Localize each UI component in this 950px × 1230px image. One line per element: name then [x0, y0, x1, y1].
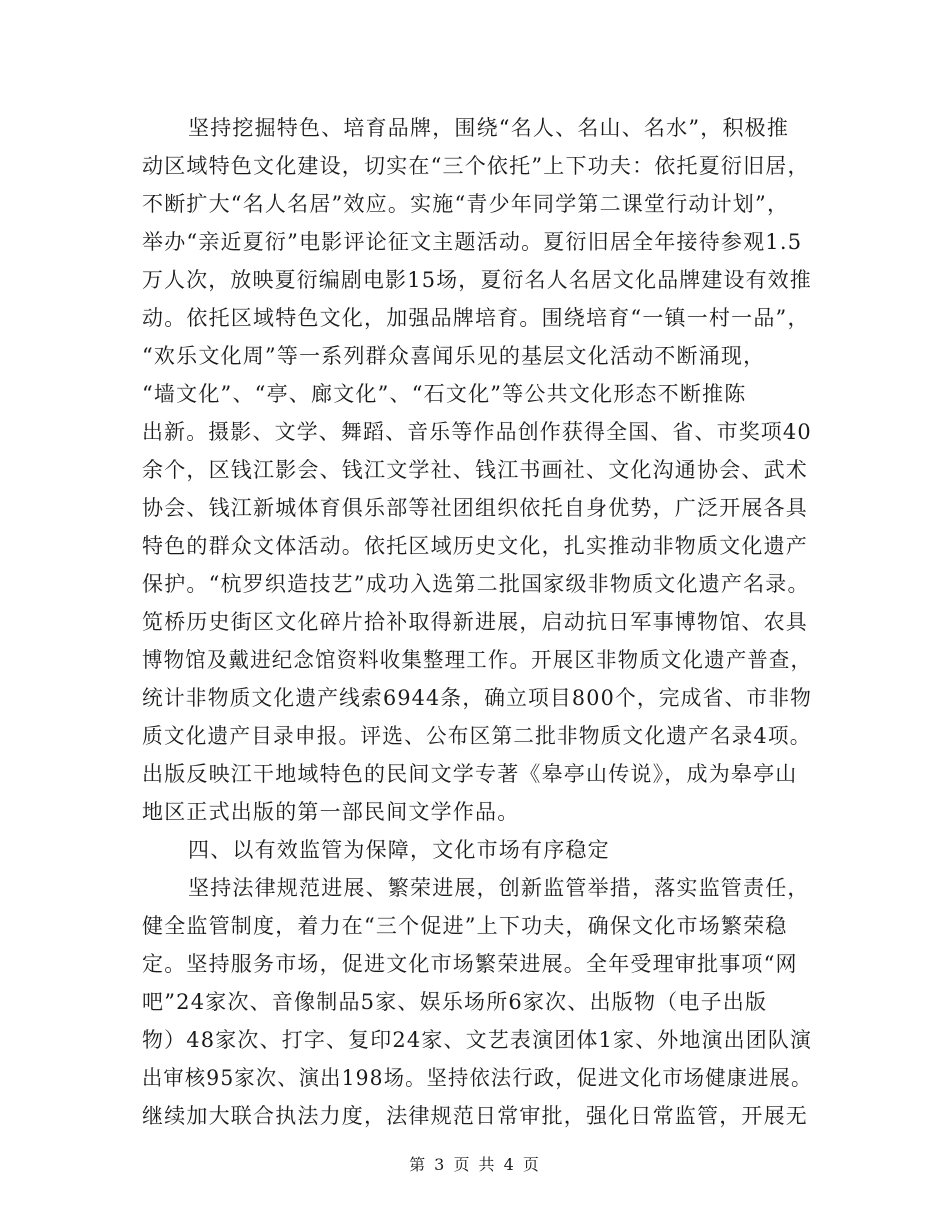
text-line-7: “欢乐文化周”等一系列群众喜闻乐见的基层文化活动不断涌现，	[142, 344, 766, 368]
text-line-27: 继续加大联合执法力度，法律规范日常审批，强化日常监管，开展无	[142, 1104, 808, 1128]
text-line-23: 定。坚持服务市场，促进文化市场繁荣进展。全年受理审批事项“网	[142, 952, 798, 976]
text-line-25: 物）48家次、打字、复印24家、文艺表演团体1家、外地演出团队演	[142, 1028, 813, 1052]
section-heading: 四、以有效监管为保障，文化市场有序稳定	[188, 838, 610, 862]
text-line-16: 统计非物质文化遗产线索6944条，确立项目800个，完成省、市非物	[142, 686, 813, 710]
text-line-13: 保护。“杭罗织造技艺”成功入选第二批国家级非物质文化遗产名录。	[142, 572, 810, 596]
text-line-5: 万人次，放映夏衍编剧电影15场，夏衍名人名居文化品牌建设有效推	[142, 268, 812, 292]
text-line-9: 出新。摄影、文学、舞蹈、音乐等作品创作获得全国、省、市奖项40	[142, 420, 812, 444]
text-line-12: 特色的群众文体活动。依托区域历史文化，扎实推动非物质文化遗产	[142, 534, 808, 558]
text-line-8: “墙文化”、“亭、廊文化”、“石文化”等公共文化形态不断推陈	[142, 382, 747, 406]
text-line-10: 余个，区钱江影会、钱江文学社、钱江书画社、文化沟通协会、武术	[142, 458, 808, 482]
text-line-11: 协会、钱江新城体育俱乐部等社团组织依托自身优势，广泛开展各具	[142, 496, 808, 520]
text-line-24: 吧”24家次、音像制品5家、娱乐场所6家次、出版物（电子出版	[142, 990, 768, 1014]
text-line-2: 动区域特色文化建设，切实在“三个依托”上下功夫：依托夏衍旧居，	[142, 154, 810, 178]
text-line-6: 动。依托区域特色文化，加强品牌培育。围绕培育“一镇一村一品”，	[142, 306, 810, 330]
text-line-26: 出审核95家次、演出198场。坚持依法行政，促进文化市场健康进展。	[142, 1066, 813, 1090]
text-line-15: 博物馆及戴进纪念馆资料收集整理工作。开展区非物质文化遗产普查，	[142, 648, 813, 672]
text-line-18: 出版反映江干地域特色的民间文学专著《皋亭山传说》，成为皋亭山	[142, 762, 798, 786]
page-number-footer: 第 3 页 共 4 页	[409, 1155, 541, 1174]
text-line-14: 笕桥历史街区文化碎片拾补取得新进展，启动抗日军事博物馆、农具	[142, 610, 808, 634]
text-line-19: 地区正式出版的第一部民间文学作品。	[142, 800, 520, 824]
text-line-1: 坚持挖掘特色、培育品牌，围绕“名人、名山、名水”，积极推	[188, 116, 790, 140]
text-line-17: 质文化遗产目录申报。评选、公布区第二批非物质文化遗产名录4项。	[142, 724, 812, 748]
text-line-3: 不断扩大“名人名居”效应。实施“青少年同学第二课堂行动计划”，	[142, 192, 790, 216]
text-line-21: 坚持法律规范进展、繁荣进展，创新监管举措，落实监管责任，	[188, 876, 810, 900]
text-line-4: 举办“亲近夏衍”电影评论征文主题活动。夏衍旧居全年接待参观1.5	[142, 230, 803, 254]
text-line-22: 健全监管制度，着力在“三个促进”上下功夫，确保文化市场繁荣稳	[142, 914, 788, 938]
